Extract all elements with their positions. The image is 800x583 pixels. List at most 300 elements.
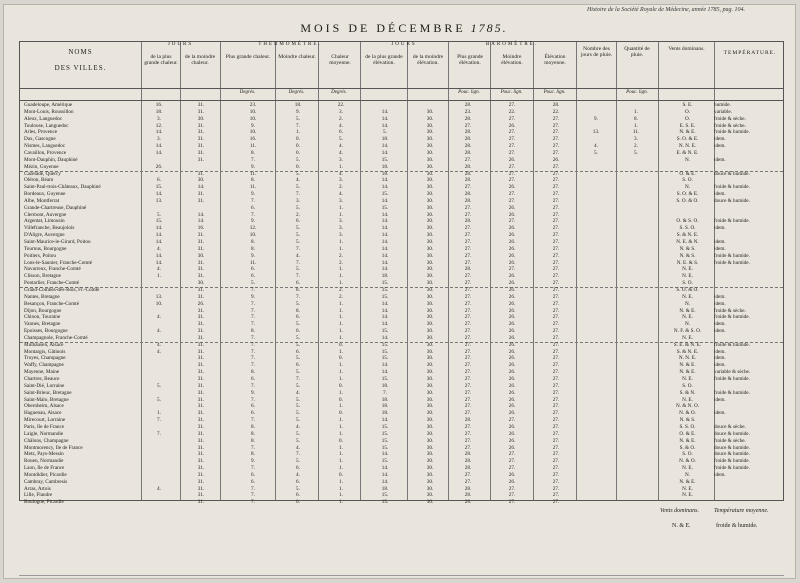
cell-moy: 4. — [339, 170, 343, 177]
cell-moy: 1. — [339, 430, 343, 437]
city-name: Mézin, Guyenne — [24, 163, 59, 170]
cell-pelev: 27. — [464, 307, 472, 314]
cell-jplus: 15. — [155, 184, 163, 191]
cell-jmoins: 31. — [197, 156, 205, 163]
cell-plus: 6. — [251, 478, 255, 485]
units-rule — [20, 100, 783, 101]
cell-jelev: 14. — [381, 115, 389, 122]
cell-jplus: 4. — [157, 245, 161, 252]
cell-moyelev: 27. — [552, 122, 560, 129]
cell-temperature: froide & sèche. — [714, 307, 746, 314]
cell-moy: 2. — [339, 115, 343, 122]
cell-jmoins: 30. — [197, 252, 205, 259]
cell-moins: 0. — [296, 136, 300, 143]
cell-moy: 1. — [339, 485, 343, 492]
cell-jelev: 14. — [381, 471, 389, 478]
cell-melev: 27. — [508, 115, 516, 122]
header-jours-moindre-elev: de la moindre élévation. — [412, 54, 444, 67]
city-name: Cavaillon, Provence — [24, 149, 67, 156]
cell-jelev: 15. — [381, 492, 389, 499]
cell-moy: 3. — [339, 197, 343, 204]
cell-jmoins: 31. — [197, 369, 205, 376]
page-title — [239, 21, 569, 36]
cell-jmoins: 31. — [197, 293, 205, 300]
cell-melev: 26. — [508, 444, 516, 451]
cell-melev: 26. — [508, 376, 516, 382]
city-name: Boulogne, Picardie — [24, 499, 64, 506]
cell-jelev: 15. — [381, 444, 389, 451]
cell-melev: 26. — [508, 334, 516, 341]
cell-pelev: 28. — [464, 115, 472, 122]
footer-temp-label: Température moyenne. — [714, 508, 769, 514]
cell-plus: 7. — [251, 211, 255, 218]
cell-jmoins: 31. — [197, 307, 205, 314]
cell-jplus: 12. — [155, 122, 163, 129]
cell-jplus: 14. — [155, 129, 163, 136]
cell-pelev: 28. — [464, 492, 472, 499]
cell-jplus: 14. — [155, 143, 163, 150]
cell-jmoins_elev: 30. — [426, 252, 434, 259]
cell-moyelev: 27. — [552, 492, 560, 499]
cell-temperature: froide & humide. — [714, 184, 750, 191]
cell-jmoins_elev: 30. — [426, 430, 434, 437]
cell-jplus: 14. — [155, 191, 163, 198]
cell-moins: 8. — [296, 307, 300, 314]
cell-vents: N. E. — [682, 314, 693, 321]
cell-moy: 2. — [339, 293, 343, 300]
cell-moyelev: 26. — [552, 156, 560, 163]
cell-melev: 27. — [508, 218, 516, 225]
cell-plus: 23. — [249, 102, 257, 108]
cell-moyelev: 27. — [552, 197, 560, 204]
cell-plus: 9. — [251, 163, 255, 170]
group-barometre: BAROMÈTRE. — [485, 42, 539, 47]
cell-moyelev: 27. — [552, 471, 560, 478]
city-name: Metz, Pays-Messin — [24, 451, 64, 458]
cell-plus: 6. — [251, 204, 255, 211]
cell-moyelev: 27. — [552, 266, 560, 273]
cell-jmoins_elev: 30. — [426, 376, 434, 382]
cell-plus: 7. — [251, 348, 255, 355]
cell-vents: S. E. & N. E. — [673, 341, 702, 348]
cell-plus: 8. — [251, 245, 255, 252]
cell-moins: 7. — [296, 376, 300, 382]
header-chaleur-moyenne: Chaleur moyenne. — [329, 54, 351, 67]
cell-jelev: 15. — [381, 328, 389, 335]
cell-jelev: 15. — [381, 286, 389, 293]
cell-jmoins: 31. — [197, 328, 205, 335]
cell-moins: 7. — [296, 191, 300, 198]
cell-pelev: 28. — [464, 102, 472, 108]
cell-melev: 26. — [508, 471, 516, 478]
cell-temperature: idem. — [714, 471, 726, 478]
cell-melev: 26. — [508, 355, 516, 362]
cell-melev: 26. — [508, 396, 516, 403]
cell-pelev: 27. — [464, 376, 472, 382]
cell-jelev: 14. — [381, 451, 389, 458]
cell-jmoins: 31. — [197, 232, 205, 239]
cell-pelev: 27. — [464, 355, 472, 362]
cell-pelev: 27. — [464, 478, 472, 485]
cell-pelev: 27. — [464, 245, 472, 252]
cell-moyelev: 28. — [552, 102, 560, 108]
city-name: Saint-Maurice-le-Girard, Poitou — [24, 239, 91, 245]
cell-jmoins_elev: 30. — [426, 197, 434, 204]
cell-pelev: 28. — [464, 149, 472, 156]
cell-temperature: idem. — [714, 396, 726, 403]
cell-plus: 8. — [251, 369, 255, 376]
cell-moy: 0. — [339, 396, 343, 403]
cell-plus: 7. — [251, 444, 255, 451]
cell-moyelev: 27. — [552, 423, 560, 430]
cell-jelev: 14. — [381, 245, 389, 252]
title-month: MOIS DE DÉCEMBRE — [300, 21, 466, 35]
cell-jplus: 14. — [155, 259, 163, 266]
cell-jelev: 15. — [381, 437, 389, 444]
cell-plus: 8. — [251, 328, 255, 335]
cell-jmoins: 30. — [197, 280, 205, 287]
cell-jmoins: 31. — [197, 149, 205, 156]
unit-degres: Degrés. — [288, 90, 305, 95]
cell-melev: 26. — [508, 307, 516, 314]
cell-moyelev: 27. — [552, 410, 560, 417]
cell-vents: N. E. — [682, 485, 693, 492]
cell-pelev: 28. — [464, 177, 472, 184]
cell-pelev: 27. — [464, 334, 472, 341]
cell-pelev: 27. — [464, 471, 472, 478]
cell-melev: 26. — [508, 232, 516, 239]
cell-jmoins: 31. — [197, 259, 205, 266]
cell-plus: 7. — [251, 485, 255, 492]
cell-pelev: 27. — [464, 286, 472, 293]
cell-moins: 6. — [296, 499, 300, 506]
city-name: Guadeloupe, Amérique — [24, 102, 73, 108]
cell-plus: 8. — [251, 177, 255, 184]
cell-jmoins_elev: 30. — [426, 232, 434, 239]
cell-moy: 1. — [339, 376, 343, 382]
cell-moy: 1. — [339, 369, 343, 376]
city-name: Chinon, Touraine — [24, 314, 61, 321]
cell-jmoins: 31. — [197, 102, 205, 108]
cell-temperature: idem. — [714, 239, 726, 245]
cell-quant: 1. — [634, 108, 638, 115]
unit-pouces: Pouc. lign. — [500, 90, 523, 95]
cell-moins: 7. — [296, 245, 300, 252]
cell-pelev: 27. — [464, 156, 472, 163]
cell-pelev: 27. — [464, 211, 472, 218]
cell-moins: 0. — [296, 149, 300, 156]
cell-temperature: froide & humide. — [714, 129, 750, 136]
cell-moy: 1. — [339, 328, 343, 335]
cell-vents: N. — [684, 471, 691, 478]
cell-moy: 3. — [339, 218, 343, 225]
cell-jmoins_elev: 30. — [426, 389, 434, 396]
cell-jelev: 18. — [381, 382, 389, 389]
cell-moins: 5. — [296, 355, 300, 362]
cell-vents: N. F. & S. O. — [673, 328, 702, 335]
city-name: Bordeaux, Guyenne — [24, 191, 66, 198]
cell-vents: N. E. & S. — [676, 259, 699, 266]
cell-jmoins_elev: 30. — [426, 300, 434, 307]
city-name: Montdidier, Picardie — [24, 471, 67, 478]
cell-plus: 7. — [251, 197, 255, 204]
cell-melev: 26. — [508, 273, 516, 280]
cell-moy: 1. — [339, 300, 343, 307]
cell-vents: S. & O. — [679, 444, 696, 451]
city-name: Mulhausen, Alsace — [24, 341, 64, 348]
cell-temperature: humide. — [714, 102, 731, 108]
cell-temperature: idem. — [714, 355, 726, 362]
unit-pouces: Pouc. lign. — [458, 90, 480, 95]
cell-moyelev: 27. — [552, 341, 560, 348]
cell-moyelev: 27. — [552, 321, 560, 328]
cell-moy: 1. — [339, 321, 343, 328]
cell-melev: 26. — [508, 437, 516, 444]
cell-jplus: 4. — [157, 328, 161, 335]
cell-plus: 7. — [251, 307, 255, 314]
cell-melev: 27. — [508, 492, 516, 499]
cell-jmoins: 31. — [197, 321, 205, 328]
title-year: 1785. — [470, 21, 508, 35]
cell-jmoins_elev: 30. — [426, 328, 434, 335]
cell-vents: N. E. — [682, 293, 693, 300]
cell-moyelev: 27. — [552, 177, 560, 184]
city-name: Grand-Combes-des-Bois, Fr.-Comté — [24, 286, 100, 293]
cell-jmoins_elev: 30. — [426, 334, 434, 341]
cell-plus: 11. — [249, 143, 257, 150]
cell-jmoins_elev: 30. — [426, 410, 434, 417]
cell-jelev: 14. — [381, 232, 389, 239]
cell-moy: 0. — [339, 341, 343, 348]
cell-pelev: 28. — [464, 170, 472, 177]
cell-pelev: 27. — [464, 300, 472, 307]
cell-jelev: 15. — [381, 191, 389, 198]
cell-melev: 27. — [508, 163, 516, 170]
cell-melev: 27. — [508, 136, 516, 143]
cell-melev: 26. — [508, 321, 516, 328]
cell-plus: 7. — [251, 156, 255, 163]
cell-melev: 26. — [508, 225, 516, 232]
cell-pelev: 27. — [464, 280, 472, 287]
city-name: Châlons, Champagne — [24, 437, 69, 444]
cell-jelev: 14. — [381, 143, 389, 150]
cell-moy: 3. — [339, 232, 343, 239]
city-name: Dax, Gascogne — [24, 136, 56, 143]
cell-jmoins_elev: 30. — [426, 341, 434, 348]
cell-temperature: idem. — [714, 328, 726, 335]
cell-temperature: froide & humide. — [714, 389, 750, 396]
cell-moins: 5. — [296, 417, 300, 424]
cell-melev: 22. — [508, 108, 516, 115]
cell-moyelev: 27. — [552, 437, 560, 444]
cell-moins: 7. — [296, 451, 300, 458]
cell-vents: E. & N. E. — [676, 149, 699, 156]
cell-temperature: froide & humide. — [714, 218, 750, 225]
cell-jmoins_elev: 30. — [426, 437, 434, 444]
cell-jmoins: 16. — [197, 225, 205, 232]
cell-jmoins: 31. — [197, 239, 205, 245]
cell-jmoins: 31. — [197, 389, 205, 396]
cell-jelev: 14. — [381, 218, 389, 225]
cell-jelev: 14. — [381, 184, 389, 191]
cell-moins: 5. — [296, 239, 300, 245]
city-name: Laigle, Normandie — [24, 430, 64, 437]
cell-jelev: 15. — [381, 376, 389, 382]
cell-temperature: idem. — [714, 245, 726, 252]
unit-degres: Degrés. — [331, 90, 347, 95]
cell-jmoins: 31. — [197, 485, 205, 492]
cell-jmoins_elev: 30. — [426, 156, 434, 163]
cell-moins: 6. — [296, 314, 300, 321]
cell-pelev: 27. — [464, 273, 472, 280]
cell-moyelev: 27. — [552, 204, 560, 211]
cell-jelev: 15. — [381, 348, 389, 355]
cell-vents: N. & S. — [679, 252, 696, 259]
cell-jmoins: 31. — [197, 478, 205, 485]
cell-pelev: 28. — [464, 163, 472, 170]
cell-jplus: 5. — [157, 396, 161, 403]
cell-moyelev: 27. — [552, 444, 560, 451]
cell-melev: 26. — [508, 204, 516, 211]
cell-pelev: 27. — [464, 252, 472, 259]
cell-moins: 0. — [296, 163, 300, 170]
cell-plus: 9. — [251, 252, 255, 259]
city-name: Aleux, Languedoc — [24, 115, 63, 122]
cell-moy: 1. — [339, 204, 343, 211]
cell-jmoins_elev: 30. — [426, 273, 434, 280]
cell-jmoins_elev: 30. — [426, 485, 434, 492]
cell-moyelev: 27. — [552, 478, 560, 485]
cell-jelev: 14. — [381, 307, 389, 314]
cell-jplus: 1. — [157, 273, 161, 280]
cell-jelev: 14. — [381, 314, 389, 321]
cell-pelev: 28. — [464, 143, 472, 150]
cell-melev: 27. — [508, 143, 516, 150]
cell-melev: 26. — [508, 184, 516, 191]
cell-vents: S. E. — [682, 102, 693, 108]
cell-vents: N. & E. — [679, 478, 696, 485]
cell-moy: 1. — [339, 348, 343, 355]
cell-jplus: 6. — [157, 177, 161, 184]
cell-jmoins: 31. — [197, 444, 205, 451]
cell-plus: 9. — [251, 458, 255, 465]
cell-jmoins: 14. — [197, 211, 205, 218]
city-name: Mayenne, Maine — [24, 369, 60, 376]
cell-jelev: 15. — [381, 458, 389, 465]
cell-moyelev: 27. — [552, 280, 560, 287]
cell-vents: N. E. — [682, 334, 693, 341]
cell-jmoins_elev: 30. — [426, 314, 434, 321]
city-name: Waffy, Champagne — [24, 362, 64, 369]
header-noms: NOMS DES VILLES. — [54, 48, 107, 72]
cell-moins: 4. — [296, 252, 300, 259]
cell-jmoins_elev: 30. — [426, 225, 434, 232]
cell-jplus: 4. — [157, 341, 161, 348]
cell-jplus: 14. — [155, 149, 163, 156]
city-name: Champagnole, Franche-Comté — [24, 334, 88, 341]
cell-jelev: 15. — [381, 280, 389, 287]
cell-vents: N. & S. — [679, 245, 696, 252]
cell-quant: 3. — [634, 136, 638, 143]
cell-moy: 1. — [339, 458, 343, 465]
cell-plus: 7. — [251, 417, 255, 424]
cell-moins: 6. — [296, 492, 300, 499]
cell-jplus: 1. — [157, 410, 161, 417]
cell-moyelev: 27. — [552, 376, 560, 382]
cell-vents: N. & N. O. — [675, 403, 700, 410]
cell-temperature: froide & sèche. — [714, 115, 746, 122]
cell-moyelev: 27. — [552, 293, 560, 300]
cell-jmoins_elev: 30. — [426, 348, 434, 355]
cell-jmoins: 31. — [197, 396, 205, 403]
cell-temperature: froide & humide. — [714, 314, 750, 321]
cell-temperature: idem. — [714, 191, 726, 198]
cell-jmoins: 30. — [197, 177, 205, 184]
cell-melev: 27. — [508, 451, 516, 458]
cell-pelev: 27. — [464, 321, 472, 328]
cell-moyelev: 27. — [552, 328, 560, 335]
cell-quant: 11. — [632, 129, 640, 136]
cell-temperature: froide & humide. — [714, 376, 750, 382]
cell-temperature: douce & humide. — [714, 197, 750, 204]
cell-melev: 26. — [508, 156, 516, 163]
cell-jplus: 14. — [155, 225, 163, 232]
cell-moyelev: 27. — [552, 307, 560, 314]
cell-moy: 4. — [339, 122, 343, 129]
cell-temperature: douce & humide. — [714, 451, 750, 458]
cell-jelev: 14. — [381, 211, 389, 218]
cell-vents: O. & E. — [679, 170, 696, 177]
group-jours-barometre: JOURS — [391, 42, 417, 47]
cell-vents: S. & N. E. — [676, 348, 699, 355]
cell-pelev: 27. — [464, 348, 472, 355]
cell-plus: 11. — [249, 184, 257, 191]
cell-jplus: 7. — [157, 417, 161, 424]
cell-moy: 1. — [339, 492, 343, 499]
header-moindre-chaleur: Moindre chaleur. — [278, 54, 316, 60]
cell-moins: 2. — [296, 211, 300, 218]
cell-vents: O. & E. — [679, 430, 696, 437]
city-name: Saint-Malo, Bretagne — [24, 396, 69, 403]
city-name: Grande-Chartreuse, Dauphiné — [24, 204, 87, 211]
city-name: Tournus, Bourgogne — [24, 245, 67, 252]
cell-temperature: idem. — [714, 348, 726, 355]
cell-jplus: 5. — [157, 382, 161, 389]
cell-pelev: 27. — [464, 293, 472, 300]
cell-vents: O. — [684, 115, 691, 122]
cell-plus: 7. — [251, 465, 255, 472]
cell-melev: 26. — [508, 280, 516, 287]
cell-temperature: idem. — [714, 143, 726, 150]
cell-moins: 5. — [296, 321, 300, 328]
cell-jelev: 14. — [381, 300, 389, 307]
cell-vents: S. S. O. — [679, 225, 696, 232]
city-name: Cazeladé, Quercy — [24, 170, 61, 177]
cell-jmoins_elev: 30. — [426, 122, 434, 129]
cell-plus: 7. — [251, 382, 255, 389]
cell-moy: 1. — [339, 444, 343, 451]
cell-moy: 2. — [339, 184, 343, 191]
cell-plus: 8. — [251, 437, 255, 444]
cell-vents: S. & N. — [679, 389, 696, 396]
cell-jelev: 18. — [381, 403, 389, 410]
cell-moins: 18. — [294, 102, 302, 108]
cell-moy: 1. — [339, 451, 343, 458]
cell-vents: S. O. & E. — [676, 191, 699, 198]
cell-moyelev: 27. — [552, 465, 560, 472]
cell-jmoins: 31. — [197, 499, 205, 506]
cell-temperature: idem. — [714, 300, 726, 307]
